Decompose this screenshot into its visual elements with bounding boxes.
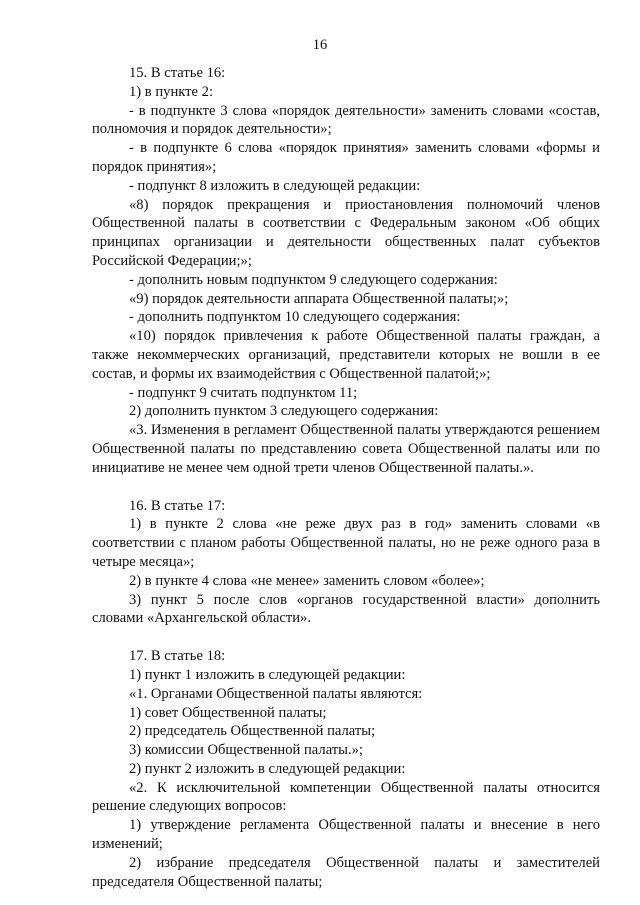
paragraph: - дополнить новым подпунктом 9 следующего содержания: bbox=[129, 271, 498, 288]
section-heading: 15. В статье 16: bbox=[129, 65, 226, 81]
paragraph: «9) порядок деятельности аппарата Общественной палаты;»; bbox=[129, 290, 509, 307]
paragraph: - подпункт 8 изложить в следующей редакции: bbox=[129, 177, 421, 194]
paragraph: - в подпункте 6 слова «порядок принятия» заменить словами «формы и порядок принятия»; bbox=[92, 140, 600, 175]
paragraph: «3. Изменения в регламент Общественной палаты утверждаются решением Общественной палаты по представлению совета Общественной палаты или по инициативе не менее чем одной трети членов Общественной палаты.». bbox=[92, 422, 600, 476]
paragraph: 1) пункт 1 изложить в следующей редакции: bbox=[129, 666, 406, 683]
paragraph: - дополнить подпунктом 10 следующего содержания: bbox=[129, 309, 461, 326]
paragraph: 1) в пункте 2: bbox=[129, 83, 214, 100]
paragraph: 2) избрание председателя Общественной палаты и заместителей председателя Общественной палаты; bbox=[92, 854, 600, 890]
section-spacer bbox=[92, 478, 600, 497]
paragraph: 3) пункт 5 после слов «органов государственной власти» дополнить словами «Архангельской области». bbox=[92, 591, 600, 627]
paragraph: - подпункт 9 считать подпунктом 11; bbox=[129, 384, 358, 401]
section-heading: 17. В статье 18: bbox=[129, 648, 226, 665]
page-number: 16 bbox=[312, 37, 328, 53]
paragraph: 2) пункт 2 изложить в следующей редакции: bbox=[129, 760, 406, 777]
paragraph: 2) председатель Общественной палаты; bbox=[129, 723, 376, 740]
paragraph: 2) дополнить пунктом 3 следующего содержания: bbox=[129, 403, 439, 420]
document-body bbox=[92, 64, 600, 891]
paragraph: «1. Органами Общественной палаты являются: bbox=[129, 685, 423, 702]
paragraph: 1) в пункте 2 слова «не реже двух раз в год» заменить словами «в соответствии с планом работы Общественной палаты, но не реже одного раза в четыре месяца»; bbox=[92, 516, 600, 570]
paragraph: «8) порядок прекращения и приостановления полномочий членов Общественной палаты в соответствии с Федеральным законом «Об общих принципах организации и деятельности общественных палат субъектов Российской Федерации;»; bbox=[92, 196, 600, 269]
paragraph: - в подпункте 3 слова «порядок деятельности» заменить словами «состав, полномочия и порядок деятельности»; bbox=[92, 102, 600, 138]
section-spacer bbox=[92, 628, 600, 647]
paragraph: 2) в пункте 4 слова «не менее» заменить словом «более»; bbox=[129, 572, 485, 589]
paragraph: 1) утверждение регламента Общественной палаты и внесение в него изменений; bbox=[92, 817, 600, 853]
paragraph: «10) порядок привлечения к работе Общественной палаты граждан, а также некоммерческих организаций, представители которых не вошли в ее состав, и формы их взаимодействия с Общественной палатой;»; bbox=[92, 328, 600, 382]
paragraph: «2. К исключительной компетенции Общественной палаты относится решение следующих вопросов: bbox=[92, 779, 600, 815]
paragraph: 1) совет Общественной палаты; bbox=[129, 704, 327, 721]
section-heading: 16. В статье 17: bbox=[129, 497, 226, 514]
paragraph: 3) комиссии Общественной палаты.»; bbox=[129, 742, 363, 759]
